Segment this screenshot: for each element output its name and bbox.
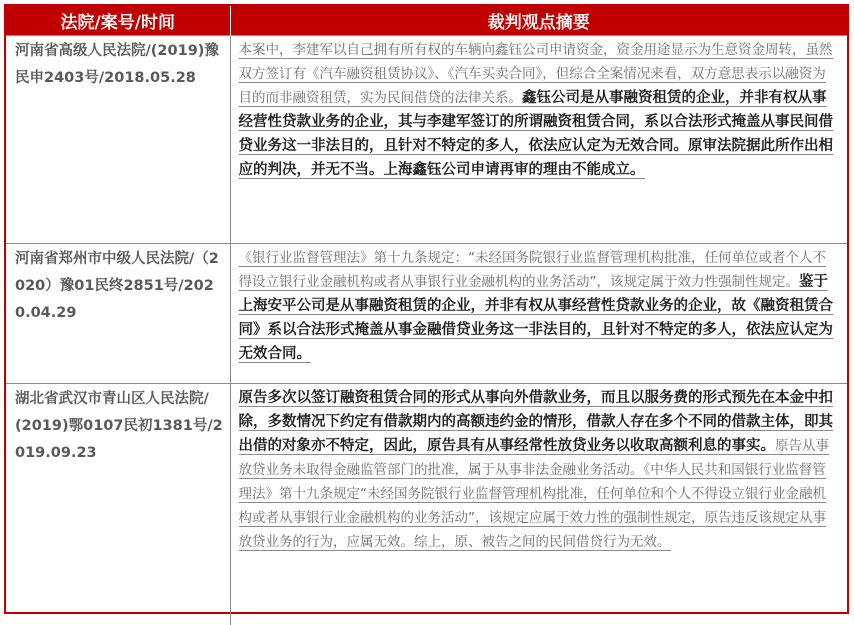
table-row	[6, 36, 847, 244]
summary-bold-text: 原告多次以签订融资租赁合同的形式从事向外借款业务，而且以服务费的形式预先在本金中扣除，多数情况下约定有借款期内的高额违约金的情形，借款人存在多个不同的借款主体，即其出借的对象亦不特定，因此，原告具有从事经常性放贷业务以收取高额利息的事实。	[239, 390, 834, 455]
court-case-cell: 湖北省武汉市青山区人民法院/(2019)鄂0107民初1381号/2019.09.23	[6, 384, 230, 625]
header-ruling-summary: 裁判观点摘要	[230, 6, 847, 36]
table-row	[6, 244, 847, 384]
summary-bold-text: 鑫钰公司是从事融资租赁的企业，并非有权从事经营性贷款业务的企业，其与李建军签订的所谓融资租赁合同，系以合法形式掩盖从事民间借贷业务这一非法目的，且针对不特定的多人，依法应认定为无效合同。原审法院据此所作出相应的判决，并无不当。上海鑫钰公司申请再审的理由不能成立。	[239, 90, 834, 179]
summary-plain-text: 《银行业监督管理法》第十九条规定：“未经国务院银行业监督管理机构批准，任何单位或者个人不得设立银行业金融机构或者从事银行业金融机构的业务活动”，该规定属于效力性强制性规定。	[239, 250, 827, 291]
header-court-case-date: 法院/案号/时间	[6, 6, 230, 36]
court-case-cell: 河南省郑州市中级人民法院/（2020）豫01民终2851号/2020.04.29	[6, 244, 230, 384]
case-summary-table	[4, 4, 849, 614]
table-row	[6, 384, 847, 625]
summary-bold-text: 鉴于上海安平公司是从事融资租赁的企业，并非有权从事经营性贷款业务的企业，故《融资租赁合同》系以合法形式掩盖从事金融借贷业务这一非法目的，且针对不特定的多人，依法应认定为无效合同。	[239, 274, 834, 363]
summary-cell	[230, 384, 847, 625]
court-case-cell: 河南省高级人民法院/(2019)豫民申2403号/2018.05.28	[6, 36, 230, 244]
summary-cell	[230, 244, 847, 384]
summary-plain-text: 本案中，李建军以自己拥有所有权的车辆向鑫钰公司申请资金，资金用途显示为生意资金周转，虽然双方签订有《汽车融资租赁协议》、《汽车买卖合同》，但综合全案情况来看，双方意思表示以融资为目的而非融资租赁，实为民间借贷的法律关系。	[239, 42, 833, 107]
summary-plain-text: 原告从事放贷业务未取得金融监管部门的批准，属于从事非法金融业务活动。《中华人民共和国银行业监督管理法》第十九条规定“未经国务院银行业监督管理机构批准，任何单位和个人不得设立银行业金融机构或者从事银行业金融机构的业务活动”，该规定应属于效力性的强制性规定，原告违反该规定从事放贷业务的行为，应属无效。综上，原、被告之间的民间借贷行为无效。	[239, 438, 830, 551]
summary-cell	[230, 36, 847, 244]
table-header-row	[6, 6, 847, 36]
